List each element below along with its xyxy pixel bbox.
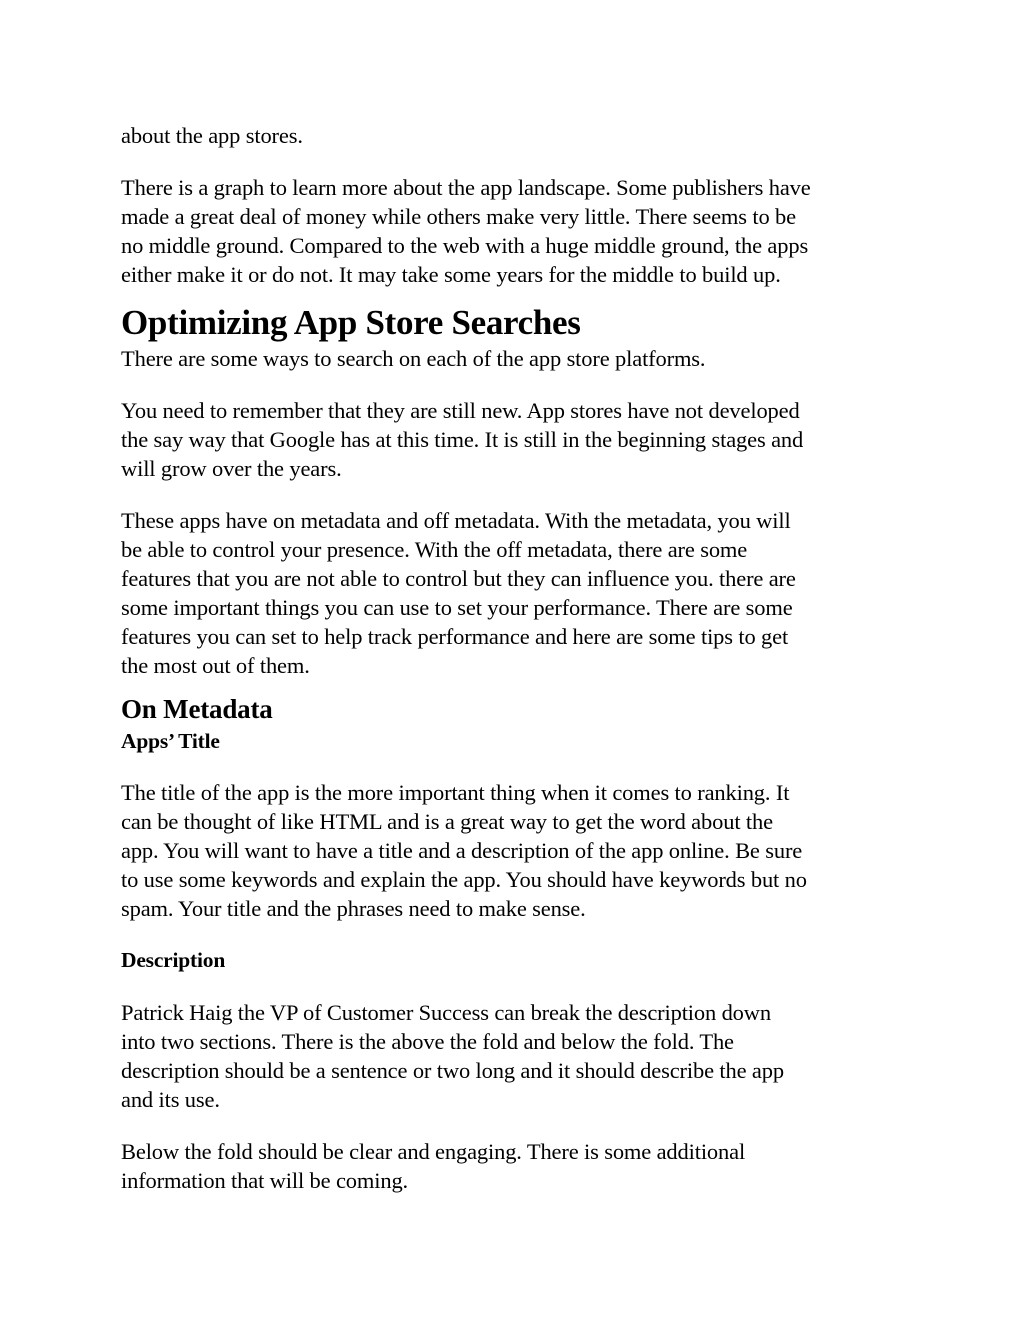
text-line: made a great deal of money while others make very little. There seems to be	[121, 204, 796, 229]
text-line: the say way that Google has at this time. It is still in the beginning stages and	[121, 427, 804, 452]
text-line: You need to remember that they are still new. App stores have not developed	[121, 398, 800, 423]
text-line: to use some keywords and explain the app. You should have keywords but no	[121, 867, 807, 892]
text-line: no middle ground. Compared to the web with a huge middle ground, the apps	[121, 233, 809, 258]
text-line: information that will be coming.	[121, 1168, 409, 1193]
text-line: can be thought of like HTML and is a great way to get the word about the	[121, 809, 773, 834]
heading-description: Description	[121, 948, 226, 972]
text-line: There are some ways to search on each of the app store platforms.	[121, 346, 706, 371]
heading-on-metadata: On Metadata	[121, 694, 273, 724]
text-line: There is a graph to learn more about the app landscape. Some publishers have	[121, 175, 811, 200]
text-line: about the app stores.	[121, 123, 303, 148]
text-line: Below the fold should be clear and engaging. There is some additional	[121, 1139, 746, 1164]
text-line: into two sections. There is the above the fold and below the fold. The	[121, 1029, 734, 1054]
text-line: either make it or do not. It may take some years for the middle to build up.	[121, 262, 781, 287]
heading-optimizing-app-store-searches: Optimizing App Store Searches	[121, 303, 581, 342]
text-line: will grow over the years.	[121, 456, 342, 481]
text-line: and its use.	[121, 1087, 220, 1112]
text-line: spam. Your title and the phrases need to make sense.	[121, 896, 586, 921]
text-line: be able to control your presence. With the off metadata, there are some	[121, 537, 748, 562]
text-line: some important things you can use to set your performance. There are some	[121, 595, 793, 620]
text-line: app. You will want to have a title and a description of the app online. Be sure	[121, 838, 803, 863]
text-line: features you can set to help track performance and here are some tips to get	[121, 624, 789, 649]
text-line: description should be a sentence or two long and it should describe the app	[121, 1058, 784, 1083]
text-line: the most out of them.	[121, 653, 310, 678]
text-line: The title of the app is the more important thing when it comes to ranking. It	[121, 780, 790, 805]
heading-apps-title: Apps’ Title	[121, 729, 220, 753]
text-line: Patrick Haig the VP of Customer Success can break the description down	[121, 1000, 771, 1025]
text-line: These apps have on metadata and off metadata. With the metadata, you will	[121, 508, 791, 533]
text-line: features that you are not able to control but they can influence you. there are	[121, 566, 796, 591]
